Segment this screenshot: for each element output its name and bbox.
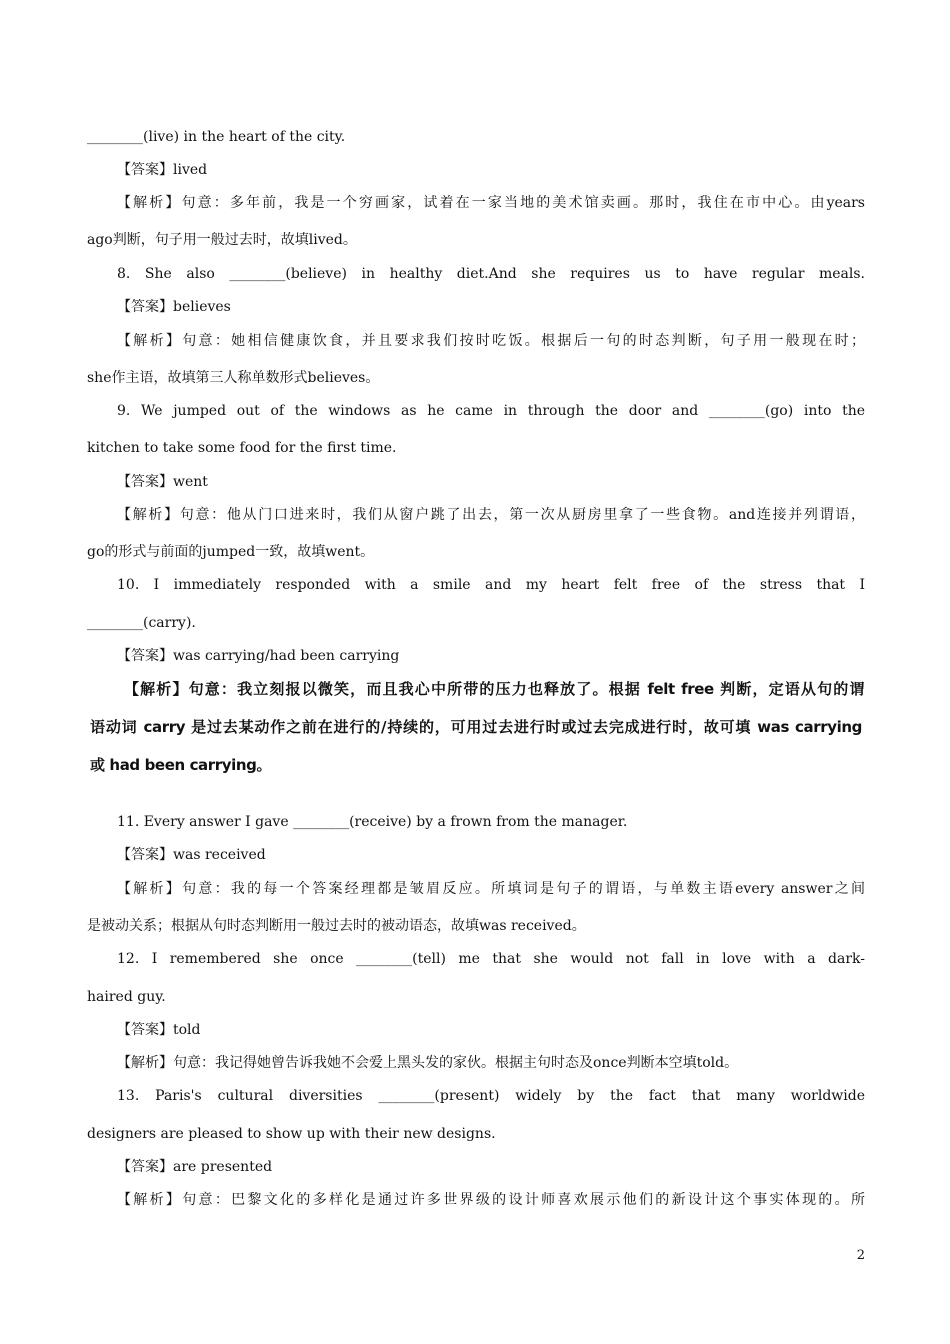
analysis-line-bold: 语动词 carry 是过去某动作之前在进行的/持续的，可用过去进行时或过去完成进行时，故可填 was carrying (90, 718, 862, 736)
question-10: 10. I immediately responded with a smile and my heart felt free of the stress that I (117, 577, 865, 593)
question-11: 11. Every answer I gave ________(receive) by a frown from the manager. (117, 814, 628, 830)
analysis-line: 是被动关系；根据从句时态判断用一般过去时的被动语态，故填was received。 (87, 918, 586, 934)
question-13: 13. Paris's cultural diversities ________(present) widely by the fact that many worldwide (117, 1088, 865, 1104)
analysis-line-bold: 或 had been carrying。 (90, 756, 272, 774)
answer-line: 【答案】are presented (117, 1159, 273, 1175)
question-9: 9. We jumped out of the windows as he came in through the door and ________(go) into the (117, 403, 865, 419)
answer-line: 【答案】told (117, 1022, 201, 1038)
analysis-line-bold: 【解析】句意：我立刻报以微笑，而且我心中所带的压力也释放了。根据 felt free 判断，定语从句的谓 (124, 680, 864, 698)
analysis-line: 【解析】句意：巴黎文化的多样化是通过许多世界级的设计师喜欢展示他们的新设计这个事实体现的。所 (117, 1192, 865, 1208)
analysis-line: she作主语，故填第三人称单数形式believes。 (87, 370, 380, 386)
analysis-line: 【解析】句意：她相信健康饮食，并且要求我们按时吃饭。根据后一句的时态判断，句子用一般现在时； (117, 333, 865, 349)
text-line: haired guy. (87, 989, 166, 1005)
page-number: 2 (856, 1248, 865, 1263)
question-12: 12. I remembered she once ________(tell) me that she would not fall in love with a dark- (117, 951, 865, 967)
text-line: designers are pleased to show up with their new designs. (87, 1126, 496, 1142)
analysis-line: 【解析】句意：他从门口进来时，我们从窗户跳了出去，第一次从厨房里拿了一些食物。and连接并列谓语， (117, 507, 865, 523)
answer-line: 【答案】believes (117, 299, 231, 315)
answer-line: 【答案】lived (117, 162, 208, 178)
analysis-line: go的形式与前面的jumped一致，故填went。 (87, 544, 375, 560)
analysis-line: 【解析】句意：我记得她曾告诉我她不会爱上黑头发的家伙。根据主句时态及once判断本空填told。 (117, 1055, 739, 1071)
question-8: 8. She also ________(believe) in healthy diet.And she requires us to have regular meals. (117, 266, 865, 282)
answer-line: 【答案】went (117, 474, 208, 490)
answer-line: 【答案】was received (117, 847, 266, 863)
analysis-line: 【解析】句意：我的每一个答案经理都是皱眉反应。所填词是句子的谓语，与单数主语every answer之间 (117, 881, 865, 897)
text-line: ________(carry). (87, 615, 196, 631)
analysis-line: 【解析】句意：多年前，我是一个穷画家，试着在一家当地的美术馆卖画。那时，我住在市中心。由years (117, 195, 865, 211)
text-line: kitchen to take some food for the first time. (87, 440, 397, 456)
answer-line: 【答案】was carrying/had been carrying (117, 648, 400, 664)
text-line: ________(live) in the heart of the city. (87, 129, 346, 145)
analysis-line: ago判断，句子用一般过去时，故填lived。 (87, 232, 357, 248)
